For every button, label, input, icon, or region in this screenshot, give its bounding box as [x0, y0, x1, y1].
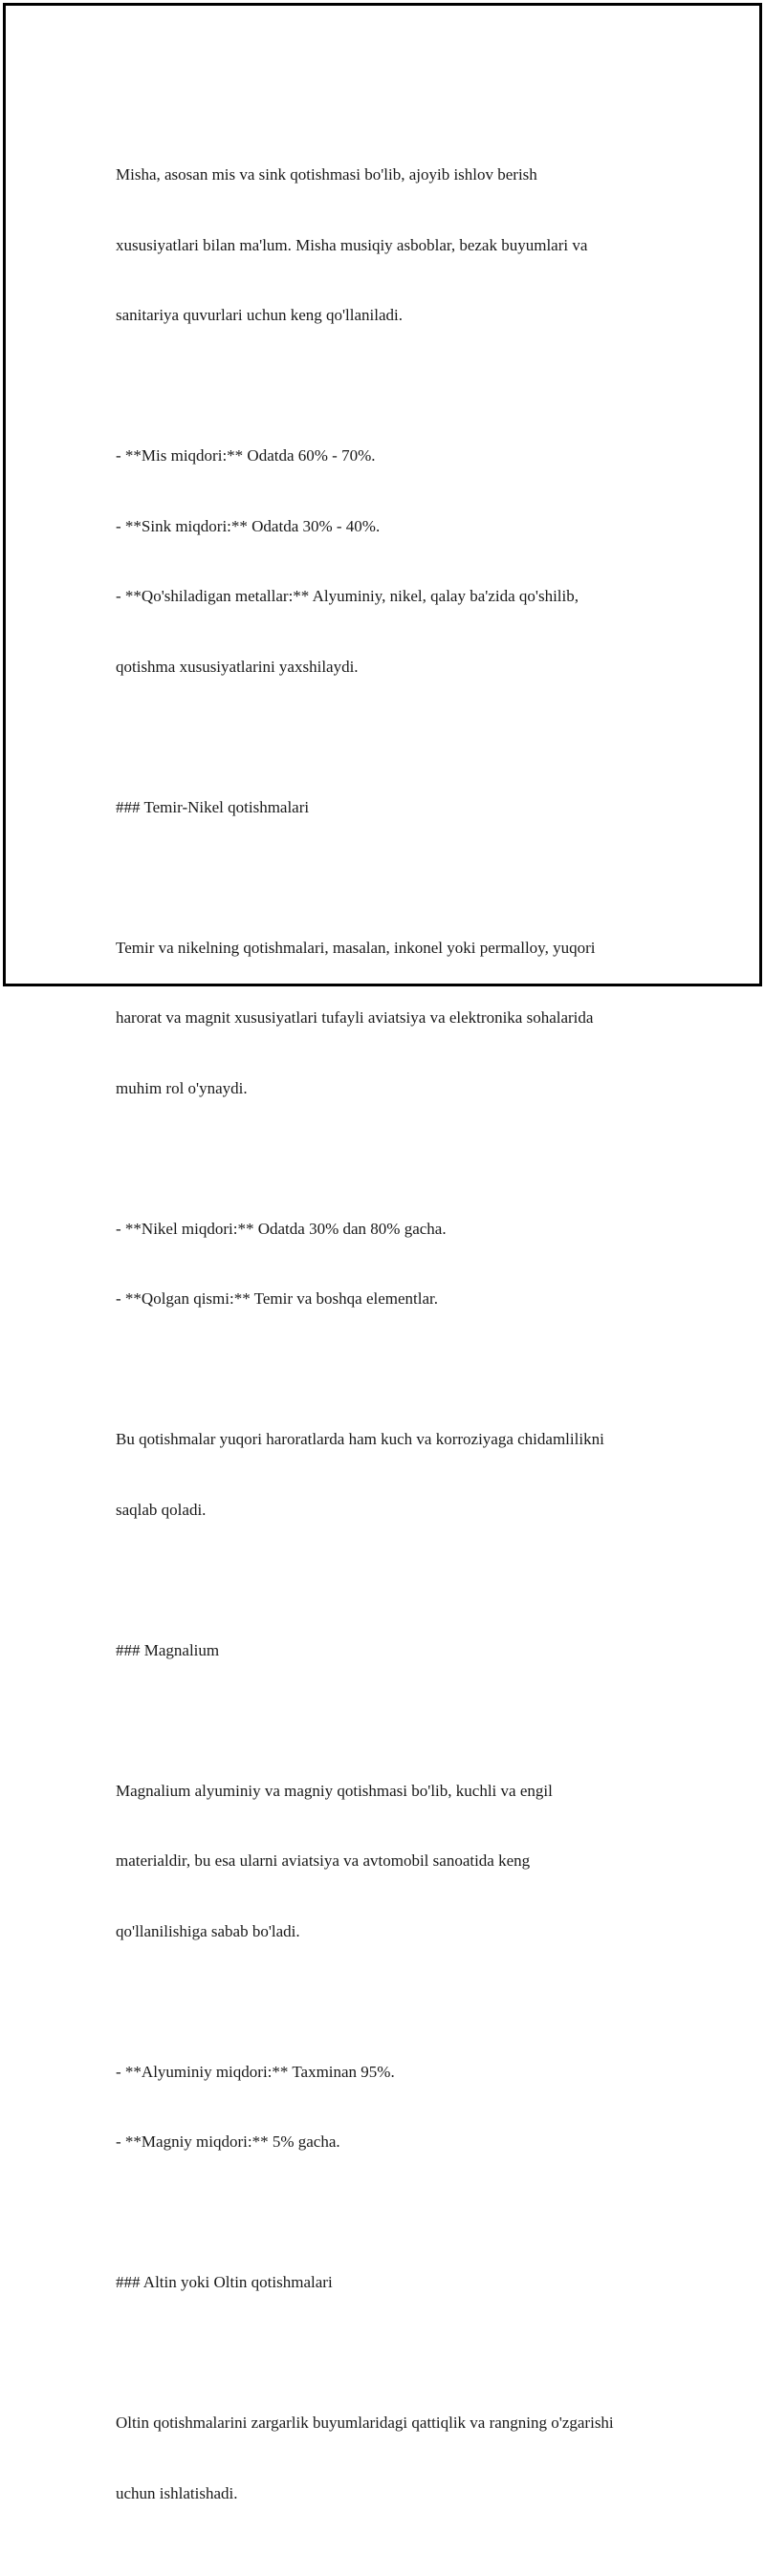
text-line: Bu qotishmalar yuqori haroratlarda ham kuch va korroziyaga chidamlilikni	[116, 1430, 604, 1448]
list-item: - **Qo'shiladigan metallar:** Alyuminiy, nikel, qalay ba'zida qo'shilib,	[116, 587, 579, 605]
heading-text: ### Magnalium	[116, 1640, 220, 1659]
text-line: Misha, asosan mis va sink qotishmasi bo'lib, ajoyib ishlov berish	[116, 165, 537, 184]
text-line: materialdir, bu esa ularni aviatsiya va avtomobil sanoatida keng	[116, 1851, 531, 1870]
heading-oltin	[116, 2224, 680, 2342]
paragraph-misha-intro	[116, 117, 680, 375]
list-misha-composition	[116, 398, 680, 725]
text-line: Magnalium alyuminiy va magniy qotishmasi bo'lib, kuchli va engil	[116, 1781, 553, 1800]
paragraph-temir-nikel-properties	[116, 1381, 680, 1569]
heading-magnalium	[116, 1592, 680, 1710]
paragraph-magnalium	[116, 1733, 680, 1991]
text-line: xususiyatlari bilan ma'lum. Misha musiqiy asboblar, bezak buyumlari va	[116, 235, 588, 254]
list-item-continuation: qotishma xususiyatlarini yaxshilaydi.	[116, 657, 359, 676]
list-temir-nikel-composition	[116, 1171, 680, 1358]
heading-text: ### Altin yoki Oltin qotishmalari	[116, 2273, 333, 2291]
text-line: Temir va nikelning qotishmalari, masalan, inkonel yoki permalloy, yuqori	[116, 938, 596, 957]
list-magnalium-composition	[116, 2014, 680, 2201]
heading-temir-nikel	[116, 749, 680, 867]
text-line: qo'llanilishiga sabab bo'ladi.	[116, 1921, 300, 1940]
paragraph-temir-nikel	[116, 890, 680, 1148]
text-line: Oltin qotishmalarini zargarlik buyumlaridagi qattiqlik va rangning o'zgarishi	[116, 2414, 614, 2432]
list-item: - **Mis miqdori:** Odatda 60% - 70%.	[116, 446, 376, 465]
list-item: - **Nikel miqdori:** Odatda 30% dan 80% gacha.	[116, 1219, 447, 1238]
text-line: muhim rol o'ynaydi.	[116, 1078, 248, 1097]
list-item: - **Sink miqdori:** Odatda 30% - 40%.	[116, 516, 381, 535]
list-item: - **Alyuminiy miqdori:** Taxminan 95%.	[116, 2062, 395, 2081]
page-frame	[3, 3, 762, 2502]
heading-text: ### Temir-Nikel qotishmalari	[116, 797, 310, 816]
text-line: sanitariya quvurlari uchun keng qo'llaniladi.	[116, 306, 404, 324]
text-line: uchun ishlatishadi.	[116, 2483, 238, 2502]
document-body	[116, 117, 680, 2576]
list-item: - **Qolgan qismi:** Temir va boshqa elementlar.	[116, 1289, 439, 1308]
paragraph-oltin	[116, 2365, 680, 2552]
list-item: - **Magniy miqdori:** 5% gacha.	[116, 2132, 340, 2151]
text-line: saqlab qoladi.	[116, 1500, 207, 1519]
text-line: harorat va magnit xususiyatlari tufayli aviatsiya va elektronika sohalarida	[116, 1008, 594, 1027]
